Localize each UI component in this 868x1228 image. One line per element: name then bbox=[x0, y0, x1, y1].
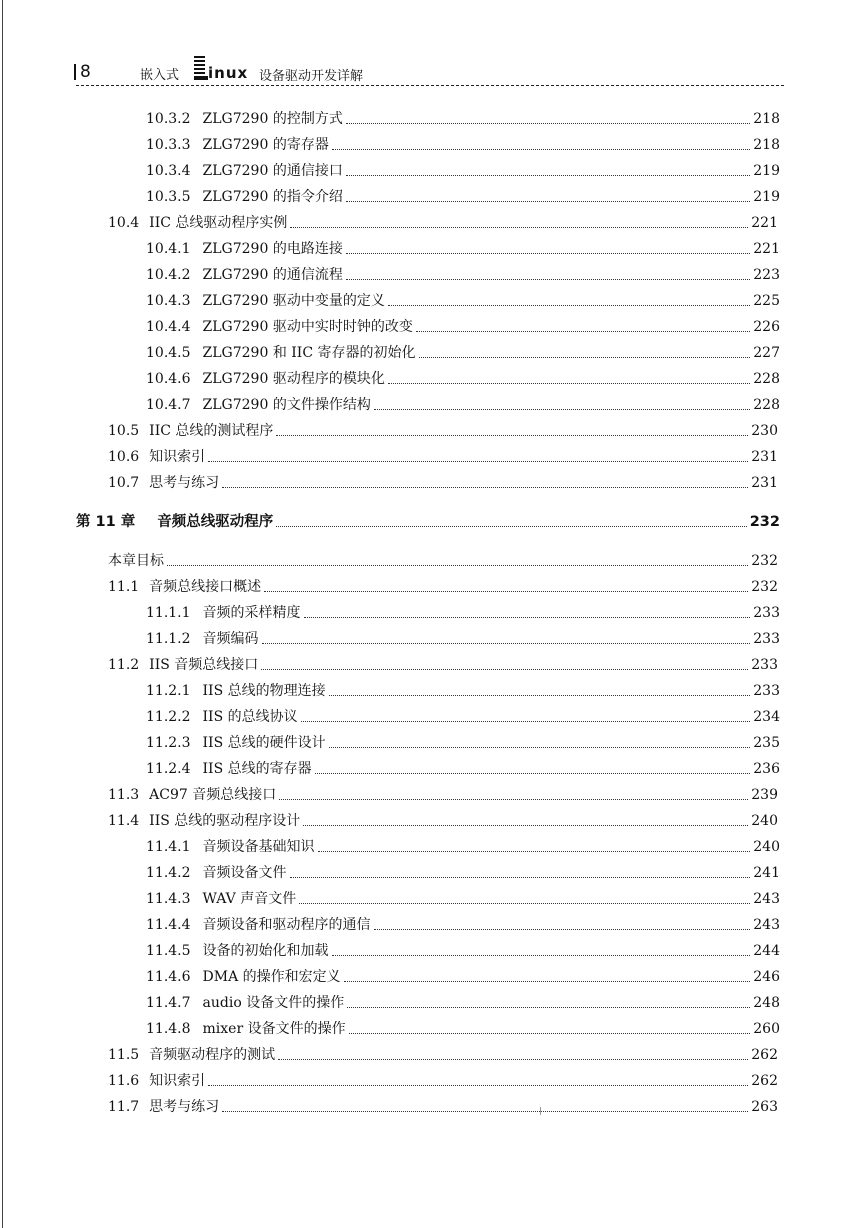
dot-leader bbox=[344, 981, 751, 982]
dot-leader bbox=[346, 253, 750, 254]
dot-leader bbox=[279, 799, 748, 800]
dot-leader bbox=[388, 383, 750, 384]
toc-entry-title: WAV 声音文件 bbox=[202, 891, 297, 907]
toc-entry[interactable] bbox=[108, 780, 778, 804]
dot-leader bbox=[416, 331, 750, 332]
toc-entry-page: 219 bbox=[753, 189, 780, 205]
dot-leader bbox=[318, 851, 751, 852]
toc-entry-title: IIS 音频总线接口 bbox=[149, 657, 259, 673]
toc-entry-page: 223 bbox=[753, 267, 780, 283]
toc-entry-number: 11.5 bbox=[108, 1047, 140, 1063]
dot-leader bbox=[419, 357, 751, 358]
toc-entry[interactable] bbox=[108, 546, 778, 570]
toc-entry[interactable] bbox=[146, 364, 780, 388]
toc-entry-number: 10.4.3 bbox=[146, 293, 191, 309]
toc-entry-page: 233 bbox=[753, 683, 780, 699]
toc-entry-page: 230 bbox=[751, 423, 778, 439]
toc-entry-number: 11.4 bbox=[108, 813, 140, 829]
toc-entry-page: 232 bbox=[749, 514, 780, 530]
toc-entry-number: 11.4.7 bbox=[146, 995, 191, 1011]
toc-entry-title: ZLG7290 和 IIC 寄存器的初始化 bbox=[202, 345, 416, 361]
toc-entry-page: 231 bbox=[751, 449, 778, 465]
dot-leader bbox=[276, 435, 748, 436]
toc-entry-number: 11.4.5 bbox=[146, 943, 191, 959]
toc-entry[interactable] bbox=[108, 1092, 778, 1116]
toc-entry-title: audio 设备文件的操作 bbox=[202, 995, 345, 1011]
toc-entry-number: 10.7 bbox=[108, 475, 140, 491]
toc-entry-title: DMA 的操作和宏定义 bbox=[202, 969, 341, 985]
toc-entry[interactable] bbox=[146, 286, 780, 310]
toc-entry[interactable] bbox=[146, 182, 780, 206]
toc-entry-page: 235 bbox=[753, 735, 780, 751]
toc-entry-number: 11.1.2 bbox=[146, 631, 191, 647]
dot-leader bbox=[222, 1111, 748, 1112]
linux-logo bbox=[194, 56, 258, 84]
dot-leader bbox=[222, 487, 748, 488]
toc-entry-number: 11.4.8 bbox=[146, 1021, 191, 1037]
toc-entry-title: IIS 总线的驱动程序设计 bbox=[149, 813, 301, 829]
toc-entry-title: 知识索引 bbox=[149, 449, 206, 465]
toc-entry-title: 设备的初始化和加载 bbox=[202, 943, 329, 959]
dot-leader bbox=[347, 1007, 750, 1008]
toc-entry-page: 231 bbox=[751, 475, 778, 491]
toc-entry-number: 11.1.1 bbox=[146, 605, 191, 621]
toc-entry-title: ZLG7290 驱动中实时时钟的改变 bbox=[202, 319, 413, 335]
dot-leader bbox=[346, 175, 750, 176]
toc-entry-page: 221 bbox=[751, 215, 778, 231]
toc-entry-number: 11.4.6 bbox=[146, 969, 191, 985]
toc-entry-number: 10.5 bbox=[108, 423, 140, 439]
toc-entry-title: 知识索引 bbox=[149, 1073, 206, 1089]
toc-entry-title: 音频总线驱动程序 bbox=[157, 514, 274, 530]
dot-leader bbox=[208, 1085, 748, 1086]
dot-leader bbox=[329, 747, 751, 748]
dot-leader bbox=[303, 825, 748, 826]
toc-entry-page: 260 bbox=[753, 1021, 780, 1037]
toc-entry-title: ZLG7290 的控制方式 bbox=[202, 111, 343, 127]
toc-entry-page: 246 bbox=[753, 969, 780, 985]
toc-entry-number: 11.4.4 bbox=[146, 917, 191, 933]
toc-entry-page: 218 bbox=[753, 111, 780, 127]
toc-entry-title: 音频编码 bbox=[202, 631, 259, 647]
toc-entry[interactable] bbox=[146, 156, 780, 180]
toc-entry-page: 262 bbox=[751, 1047, 778, 1063]
dot-leader bbox=[346, 201, 750, 202]
dot-leader bbox=[276, 526, 746, 527]
dot-leader bbox=[329, 695, 751, 696]
toc-entry-number: 10.4.7 bbox=[146, 397, 191, 413]
toc-entry-page: 233 bbox=[751, 657, 778, 673]
toc-entry[interactable] bbox=[146, 390, 780, 414]
dot-leader bbox=[388, 305, 750, 306]
toc-entry-page: 234 bbox=[753, 709, 780, 725]
toc-entry-page: 232 bbox=[751, 553, 778, 569]
toc-entry-title: ZLG7290 驱动程序的模块化 bbox=[202, 371, 385, 387]
header-series: 嵌入式 bbox=[140, 68, 180, 83]
toc-entry-title: ZLG7290 驱动中变量的定义 bbox=[202, 293, 385, 309]
toc-entry-title: 音频设备和驱动程序的通信 bbox=[202, 917, 371, 933]
toc-entry[interactable] bbox=[146, 624, 780, 648]
toc-entry-page: 218 bbox=[753, 137, 780, 153]
toc-entry-number: 10.3.5 bbox=[146, 189, 191, 205]
header-rule bbox=[76, 85, 784, 86]
toc-entry-page: 263 bbox=[751, 1099, 778, 1115]
toc-entry-number: 11.2.1 bbox=[146, 683, 191, 699]
toc-entry-number: 第 11 章 bbox=[76, 514, 136, 530]
toc-entry[interactable] bbox=[146, 676, 780, 700]
toc-entry-page: 248 bbox=[753, 995, 780, 1011]
toc-entry[interactable] bbox=[108, 1040, 778, 1064]
toc-entry-title: 音频驱动程序的测试 bbox=[149, 1047, 276, 1063]
toc-entry-page: 240 bbox=[753, 839, 780, 855]
toc-entry[interactable] bbox=[108, 208, 778, 232]
toc-entry-number: 11.2.2 bbox=[146, 709, 191, 725]
dot-leader bbox=[264, 591, 748, 592]
dot-leader bbox=[374, 409, 750, 410]
toc-entry-page: 228 bbox=[753, 371, 780, 387]
toc-entry-page: 225 bbox=[753, 293, 780, 309]
toc-entry-title: 本章目标 bbox=[108, 553, 164, 569]
page-edge-rule bbox=[2, 0, 3, 1228]
toc-entry-title: 音频的采样精度 bbox=[202, 605, 301, 621]
dot-leader bbox=[290, 877, 751, 878]
toc-entry-title: 音频设备文件 bbox=[202, 865, 287, 881]
toc-entry[interactable] bbox=[108, 572, 778, 596]
toc-entry[interactable] bbox=[146, 702, 780, 726]
toc-entry-number: 10.3.4 bbox=[146, 163, 191, 179]
toc-entry-title: IIS 总线的物理连接 bbox=[202, 683, 326, 699]
toc-entry[interactable] bbox=[146, 260, 780, 284]
toc-entry[interactable] bbox=[108, 1066, 778, 1090]
toc-entry[interactable] bbox=[146, 962, 780, 986]
toc-entry-title: ZLG7290 的通信接口 bbox=[202, 163, 343, 179]
toc-entry-number: 11.4.1 bbox=[146, 839, 191, 855]
dot-leader bbox=[301, 721, 751, 722]
toc-entry-title: 音频设备基础知识 bbox=[202, 839, 315, 855]
toc-entry-number: 11.6 bbox=[108, 1073, 140, 1089]
toc-entry[interactable] bbox=[146, 728, 780, 752]
toc-entry-number: 10.6 bbox=[108, 449, 140, 465]
toc-entry[interactable] bbox=[108, 416, 778, 440]
dot-leader bbox=[332, 955, 751, 956]
toc-entry-number: 11.3 bbox=[108, 787, 140, 803]
toc-entry-page: 233 bbox=[753, 631, 780, 647]
toc-entry-number: 10.4.1 bbox=[146, 241, 191, 257]
dot-leader bbox=[374, 929, 751, 930]
dot-leader bbox=[349, 1033, 751, 1034]
toc-chapter-entry[interactable] bbox=[76, 507, 780, 531]
toc-entry-number: 11.4.3 bbox=[146, 891, 191, 907]
toc-entry[interactable] bbox=[146, 910, 780, 934]
toc-entry-page: 227 bbox=[753, 345, 780, 361]
toc-entry[interactable] bbox=[146, 936, 780, 960]
toc-entry-number: 11.2.3 bbox=[146, 735, 191, 751]
toc-entry-page: 236 bbox=[753, 761, 780, 777]
header-book-title: 设备驱动开发详解 bbox=[259, 69, 364, 84]
toc-entry[interactable] bbox=[108, 650, 778, 674]
toc-entry-page: 243 bbox=[753, 917, 780, 933]
toc-entry-number: 11.2 bbox=[108, 657, 140, 673]
toc-entry-number: 10.4 bbox=[108, 215, 140, 231]
toc-entry-title: ZLG7290 的寄存器 bbox=[202, 137, 329, 153]
dot-leader bbox=[290, 227, 748, 228]
running-header bbox=[76, 60, 784, 86]
toc-entry[interactable] bbox=[146, 130, 780, 154]
linux-logo-l-foot bbox=[194, 76, 208, 80]
toc-entry-page: 240 bbox=[751, 813, 778, 829]
toc-entry-title: AC97 音频总线接口 bbox=[149, 787, 277, 803]
dot-leader bbox=[262, 643, 751, 644]
toc-entry-page: 262 bbox=[751, 1073, 778, 1089]
toc-entry-title: IIS 总线的硬件设计 bbox=[202, 735, 326, 751]
dot-leader bbox=[278, 1059, 748, 1060]
toc-entry[interactable] bbox=[108, 442, 778, 466]
toc-entry-title: IIS 的总线协议 bbox=[202, 709, 298, 725]
toc-entry-number: 10.4.4 bbox=[146, 319, 191, 335]
toc-entry-title: ZLG7290 的文件操作结构 bbox=[202, 397, 371, 413]
toc-entry-title: ZLG7290 的通信流程 bbox=[202, 267, 343, 283]
toc-entry-page: 243 bbox=[753, 891, 780, 907]
toc-entry-number: 10.3.3 bbox=[146, 137, 191, 153]
toc-entry-number: 11.2.4 bbox=[146, 761, 191, 777]
dot-leader bbox=[167, 565, 748, 566]
toc-entry-number: 10.4.5 bbox=[146, 345, 191, 361]
toc-entry-page: 228 bbox=[753, 397, 780, 413]
toc-entry[interactable] bbox=[146, 234, 780, 258]
dot-leader bbox=[346, 123, 750, 124]
toc-entry-number: 10.4.6 bbox=[146, 371, 191, 387]
toc-entry-title: ZLG7290 的指令介绍 bbox=[202, 189, 343, 205]
toc-entry-page: 239 bbox=[751, 787, 778, 803]
toc-entry[interactable] bbox=[108, 468, 778, 492]
linux-logo-text: inux bbox=[208, 64, 249, 82]
toc-entry-number: 11.1 bbox=[108, 579, 140, 595]
dot-leader bbox=[332, 149, 750, 150]
dot-leader bbox=[208, 461, 748, 462]
toc-entry[interactable] bbox=[146, 884, 780, 908]
toc-entry-page: 241 bbox=[753, 865, 780, 881]
toc-entry-title: IIC 总线的测试程序 bbox=[149, 423, 274, 439]
toc-entry[interactable] bbox=[146, 1014, 780, 1038]
toc-entry-page: 219 bbox=[753, 163, 780, 179]
toc-entry-title: 音频总线接口概述 bbox=[149, 579, 262, 595]
toc-entry-number: 11.7 bbox=[108, 1099, 140, 1115]
dot-leader bbox=[304, 617, 751, 618]
toc-entry-title: IIC 总线驱动程序实例 bbox=[149, 215, 288, 231]
dot-leader bbox=[346, 279, 750, 280]
toc-entry-title: 思考与练习 bbox=[149, 475, 220, 491]
toc-entry-page: 232 bbox=[751, 579, 778, 595]
toc-entry-page: 244 bbox=[753, 943, 780, 959]
toc-entry[interactable] bbox=[146, 338, 780, 362]
toc-entry-number: 11.4.2 bbox=[146, 865, 191, 881]
toc-entry-title: ZLG7290 的电路连接 bbox=[202, 241, 343, 257]
toc-entry[interactable] bbox=[146, 988, 780, 1012]
toc-entry[interactable] bbox=[146, 312, 780, 336]
toc-entry-number: 10.4.2 bbox=[146, 267, 191, 283]
toc-entry[interactable] bbox=[146, 832, 780, 856]
toc-entry-title: 思考与练习 bbox=[149, 1099, 220, 1115]
toc-entry[interactable] bbox=[146, 754, 780, 778]
toc-entry[interactable] bbox=[146, 104, 780, 128]
toc-entry[interactable] bbox=[108, 806, 778, 830]
toc-entry-number: 10.3.2 bbox=[146, 111, 191, 127]
toc-entry-title: IIS 总线的寄存器 bbox=[202, 761, 312, 777]
dot-leader bbox=[261, 669, 748, 670]
header-page-number: 8 bbox=[80, 62, 91, 82]
toc-entry-page: 221 bbox=[753, 241, 780, 257]
toc-entry-page: 233 bbox=[753, 605, 780, 621]
toc-entry[interactable] bbox=[146, 858, 780, 882]
toc-entry-page: 226 bbox=[753, 319, 780, 335]
scan-mark bbox=[540, 1107, 541, 1115]
toc-entry-title: mixer 设备文件的操作 bbox=[202, 1021, 346, 1037]
toc-entry[interactable] bbox=[146, 598, 780, 622]
dot-leader bbox=[315, 773, 751, 774]
dot-leader bbox=[299, 903, 750, 904]
